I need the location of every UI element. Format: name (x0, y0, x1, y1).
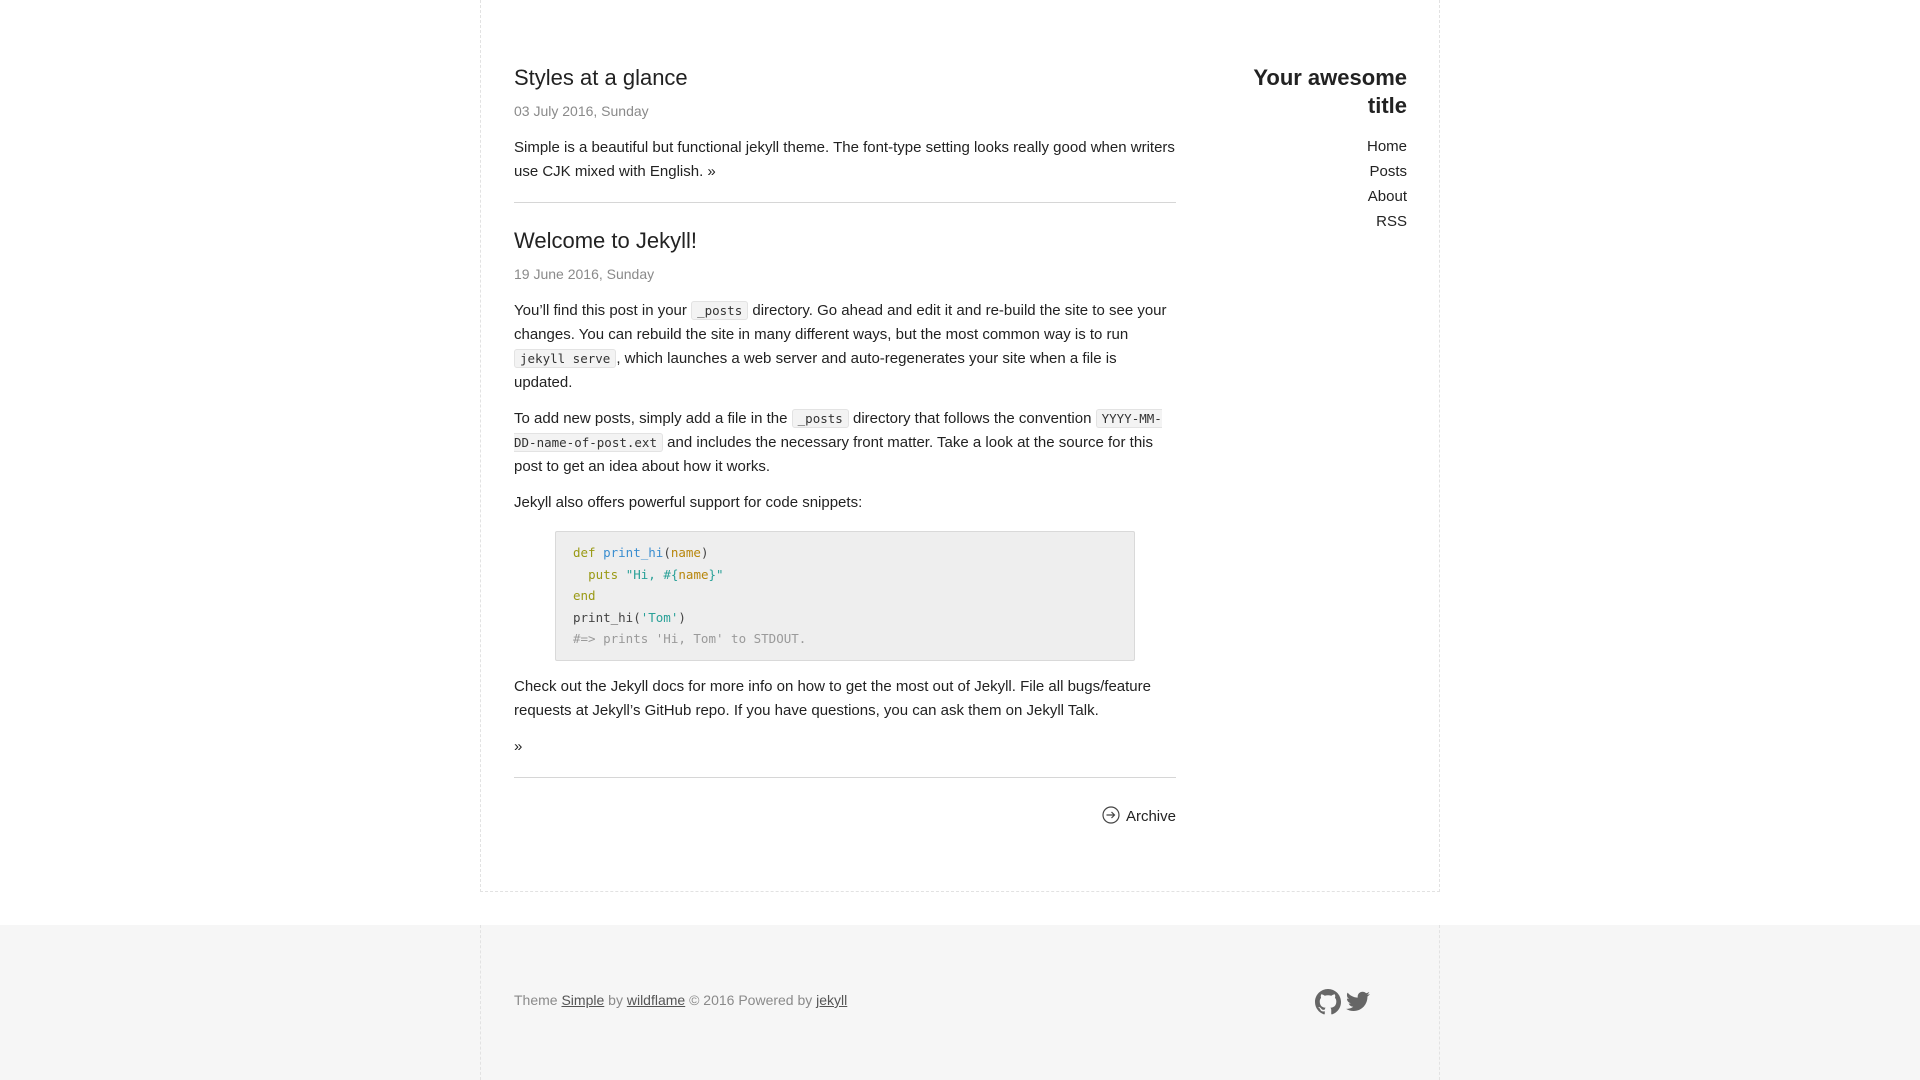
page-container (480, 0, 1440, 892)
code-param: name (670, 545, 701, 560)
code-variable: name (678, 566, 709, 582)
inline-code: _posts (792, 409, 849, 428)
site-nav (1147, 134, 1407, 234)
inline-code: YYYY-MM-DD-name-of-post.ext (514, 411, 1162, 450)
code-call: print_hi( (573, 609, 641, 625)
github-icon[interactable] (1315, 989, 1341, 1019)
code-string: 'Tom' (640, 609, 679, 625)
code-string: }" (708, 566, 724, 582)
post-paragraph (514, 407, 1176, 479)
footer (0, 925, 1920, 1080)
text-span: You’ll find this post in your (514, 302, 692, 319)
code-indent (573, 567, 588, 582)
nav-item-about[interactable]: About (1367, 188, 1407, 205)
engine-link[interactable]: jekyll (816, 992, 848, 1008)
code-keyword: def (573, 545, 596, 560)
text-span: directory that follows the convention (848, 410, 1096, 427)
sidebar (1147, 64, 1407, 234)
inline-code: jekyll serve (514, 349, 616, 368)
post-date: 19 June 2016, Sunday (514, 266, 655, 282)
circle-arrow-right-icon (1102, 806, 1120, 828)
code-string: "Hi, #{ (625, 566, 679, 582)
footer-text: by (604, 992, 627, 1008)
site-title[interactable]: Your awesome title (1253, 65, 1407, 118)
code-punct: ) (700, 545, 709, 560)
code-comment: #=> prints 'Hi, Tom' to STDOUT. (573, 631, 807, 646)
post-date: 03 July 2016, Sunday (514, 103, 649, 119)
archive-row (514, 802, 1176, 828)
inline-code: _posts (691, 301, 748, 320)
post-paragraph (514, 299, 1176, 395)
twitter-icon[interactable] (1345, 989, 1371, 1019)
nav-item-rss[interactable]: RSS (1376, 213, 1407, 230)
text-span: and includes the necessary front matter. Take a look at the source for this post to get an idea about how it works. (514, 434, 1153, 475)
code-line (573, 585, 1117, 607)
archive-link[interactable] (1102, 806, 1176, 828)
archive-label: Archive (1125, 808, 1176, 825)
code-keyword: puts (588, 566, 619, 582)
post-item (514, 64, 1176, 203)
footer-inner (480, 925, 1440, 1080)
code-line (573, 607, 1117, 629)
code-punct: ) (678, 609, 686, 625)
theme-link[interactable]: Simple (561, 992, 605, 1008)
code-function: print_hi (603, 545, 664, 560)
post-excerpt: Simple is a beautiful but functional jekyll theme. The font-type setting looks really good when writers use CJK mixed with English. » (514, 139, 1175, 180)
footer-credits (514, 992, 847, 1008)
text-span: directory. Go ahead and edit it and re-build the site to see your changes. You can rebuild the site in many different ways, but the most common way is to run (514, 302, 1167, 343)
read-more-link[interactable]: » (514, 737, 523, 755)
nav-item-posts[interactable]: Posts (1369, 163, 1407, 180)
post-item (514, 227, 1176, 778)
footer-text: © 2016 Powered by (685, 992, 817, 1008)
code-line (573, 542, 1117, 564)
post-title[interactable]: Styles at a glance (514, 65, 688, 90)
post-title[interactable]: Welcome to Jekyll! (514, 228, 697, 253)
post-paragraph: Jekyll also offers powerful support for code snippets: (514, 494, 863, 511)
footer-text: Theme (514, 992, 562, 1008)
text-span: To add new posts, simply add a file in the (514, 410, 792, 427)
code-block (555, 531, 1135, 661)
author-link[interactable]: wildflame (626, 992, 686, 1008)
code-punct: ( (663, 545, 671, 560)
code-line (573, 564, 1117, 586)
nav-item-home[interactable]: Home (1366, 138, 1407, 155)
post-list (514, 64, 1176, 828)
text-span: , which launches a web server and auto-regenerates your site when a file is updated. (514, 350, 1117, 391)
post-paragraph: Check out the Jekyll docs for more info on how to get the most out of Jekyll. File all bugs/feature requests at Jekyll’s GitHub repo. If you have questions, you can ask them on Jekyll Talk. (514, 677, 1151, 719)
code-keyword: end (573, 588, 596, 603)
social-links (1315, 989, 1371, 1019)
